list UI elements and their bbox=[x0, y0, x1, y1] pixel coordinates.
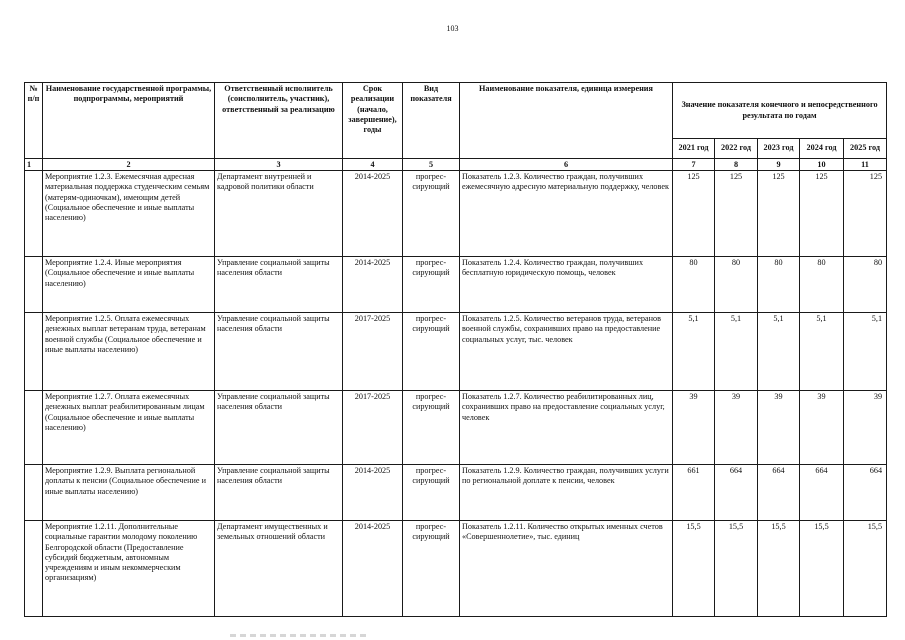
row-value: 80 bbox=[673, 257, 715, 313]
row-value: 5,1 bbox=[715, 313, 758, 391]
row-value: 15,5 bbox=[758, 521, 800, 617]
table-row bbox=[25, 313, 887, 391]
row-value: 80 bbox=[844, 257, 887, 313]
row-term: 2014-2025 bbox=[343, 521, 403, 617]
row-value: 125 bbox=[758, 171, 800, 257]
row-value: 80 bbox=[715, 257, 758, 313]
row-indicator: Показатель 1.2.7. Количество реабилитированных лиц, сохранивших право на предоставление социальных услуг, человек bbox=[460, 391, 673, 465]
header-num: № п/п bbox=[25, 83, 43, 159]
row-value: 661 bbox=[673, 465, 715, 521]
row-name: Мероприятие 1.2.3. Ежемесячная адресная материальная поддержка студенческим семьям (матерям-одиночкам), имеющим детей (Социальное обеспечение и иные выплаты населению) bbox=[43, 171, 215, 257]
row-indicator: Показатель 1.2.5. Количество ветеранов труда, ветеранов военной службы, сохранивших право на предоставление социальных услуг, тыс. человек bbox=[460, 313, 673, 391]
column-number: 11 bbox=[844, 159, 887, 171]
row-value: 125 bbox=[800, 171, 844, 257]
row-value: 125 bbox=[715, 171, 758, 257]
row-term: 2017-2025 bbox=[343, 313, 403, 391]
header-name: Наименование государственной программы, подпрограммы, мероприятий bbox=[43, 83, 215, 159]
row-term: 2017-2025 bbox=[343, 391, 403, 465]
row-value: 39 bbox=[673, 391, 715, 465]
row-name: Мероприятие 1.2.11. Дополнительные социальные гарантии молодому поколению Белгородской области (Предоставление субсидий бюджетным, автономным учреждениям и иным некоммерческим организациям) bbox=[43, 521, 215, 617]
row-value: 5,1 bbox=[758, 313, 800, 391]
row-value: 15,5 bbox=[844, 521, 887, 617]
row-responsible: Департамент имущественных и земельных отношений области bbox=[215, 521, 343, 617]
row-responsible: Департамент внутренней и кадровой политики области bbox=[215, 171, 343, 257]
row-responsible: Управление социальной защиты населения области bbox=[215, 391, 343, 465]
row-num bbox=[25, 391, 43, 465]
row-name: Мероприятие 1.2.4. Иные мероприятия (Социальное обеспечение и иные выплаты населению) bbox=[43, 257, 215, 313]
row-responsible: Управление социальной защиты населения области bbox=[215, 313, 343, 391]
row-term: 2014-2025 bbox=[343, 257, 403, 313]
row-num bbox=[25, 521, 43, 617]
row-value: 15,5 bbox=[673, 521, 715, 617]
row-value: 5,1 bbox=[844, 313, 887, 391]
table-row bbox=[25, 257, 887, 313]
row-value: 15,5 bbox=[800, 521, 844, 617]
row-num bbox=[25, 257, 43, 313]
row-type: прогрес-сирующий bbox=[403, 257, 460, 313]
row-name: Мероприятие 1.2.9. Выплата региональной доплаты к пенсии (Социальное обеспечение и иные выплаты населению) bbox=[43, 465, 215, 521]
column-number: 1 bbox=[25, 159, 43, 171]
row-num bbox=[25, 171, 43, 257]
row-value: 5,1 bbox=[800, 313, 844, 391]
row-term: 2014-2025 bbox=[343, 465, 403, 521]
row-value: 39 bbox=[715, 391, 758, 465]
scan-artifact bbox=[230, 634, 370, 637]
header-year: 2024 год bbox=[800, 139, 844, 159]
row-value: 5,1 bbox=[673, 313, 715, 391]
header-year: 2025 год bbox=[844, 139, 887, 159]
column-number: 4 bbox=[343, 159, 403, 171]
page-number: 103 bbox=[446, 24, 459, 33]
header-year: 2021 год bbox=[673, 139, 715, 159]
row-value: 39 bbox=[800, 391, 844, 465]
row-name: Мероприятие 1.2.5. Оплата ежемесячных денежных выплат ветеранам труда, ветеранам военной службы (Социальное обеспечение и иные выплаты населению) bbox=[43, 313, 215, 391]
row-value: 80 bbox=[800, 257, 844, 313]
row-value: 125 bbox=[844, 171, 887, 257]
row-type: прогрес-сирующий bbox=[403, 391, 460, 465]
row-term: 2014-2025 bbox=[343, 171, 403, 257]
header-year: 2023 год bbox=[758, 139, 800, 159]
header-term: Срок реализации (начало, завершение), годы bbox=[343, 83, 403, 159]
column-number: 2 bbox=[43, 159, 215, 171]
header-indicator: Наименование показателя, единица измерения bbox=[460, 83, 673, 159]
row-value: 80 bbox=[758, 257, 800, 313]
row-value: 664 bbox=[758, 465, 800, 521]
column-number: 6 bbox=[460, 159, 673, 171]
row-value: 125 bbox=[673, 171, 715, 257]
row-indicator: Показатель 1.2.11. Количество открытых именных счетов «Совершеннолетие», тыс. единиц bbox=[460, 521, 673, 617]
header-year: 2022 год bbox=[715, 139, 758, 159]
row-value: 664 bbox=[844, 465, 887, 521]
row-indicator: Показатель 1.2.9. Количество граждан, получивших услуги по региональной доплате к пенсии, человек bbox=[460, 465, 673, 521]
row-value: 39 bbox=[758, 391, 800, 465]
table-row bbox=[25, 521, 887, 617]
column-number: 9 bbox=[758, 159, 800, 171]
column-number-row bbox=[25, 159, 887, 171]
row-name: Мероприятие 1.2.7. Оплата ежемесячных денежных выплат реабилитированным лицам (Социальное обеспечение и иные выплаты населению) bbox=[43, 391, 215, 465]
row-num bbox=[25, 465, 43, 521]
row-responsible: Управление социальной защиты населения области bbox=[215, 465, 343, 521]
header-type: Вид показателя bbox=[403, 83, 460, 159]
program-table bbox=[24, 82, 887, 617]
row-value: 15,5 bbox=[715, 521, 758, 617]
column-number: 5 bbox=[403, 159, 460, 171]
row-type: прогрес-сирующий bbox=[403, 521, 460, 617]
table-row bbox=[25, 171, 887, 257]
table-row bbox=[25, 391, 887, 465]
row-indicator: Показатель 1.2.4. Количество граждан, получивших бесплатную юридическую помощь, человек bbox=[460, 257, 673, 313]
header-values: Значение показателя конечного и непосредственного результата по годам bbox=[673, 83, 887, 139]
row-type: прогрес-сирующий bbox=[403, 465, 460, 521]
row-responsible: Управление социальной защиты населения области bbox=[215, 257, 343, 313]
column-number: 7 bbox=[673, 159, 715, 171]
header-responsible: Ответственный исполнитель (соисполнитель, участник), ответственный за реализацию bbox=[215, 83, 343, 159]
column-number: 3 bbox=[215, 159, 343, 171]
row-type: прогрес-сирующий bbox=[403, 171, 460, 257]
row-value: 664 bbox=[715, 465, 758, 521]
column-number: 8 bbox=[715, 159, 758, 171]
row-value: 664 bbox=[800, 465, 844, 521]
row-num bbox=[25, 313, 43, 391]
table-row bbox=[25, 465, 887, 521]
row-type: прогрес-сирующий bbox=[403, 313, 460, 391]
row-value: 39 bbox=[844, 391, 887, 465]
row-indicator: Показатель 1.2.3. Количество граждан, получивших ежемесячную адресную материальную поддержку, человек bbox=[460, 171, 673, 257]
column-number: 10 bbox=[800, 159, 844, 171]
